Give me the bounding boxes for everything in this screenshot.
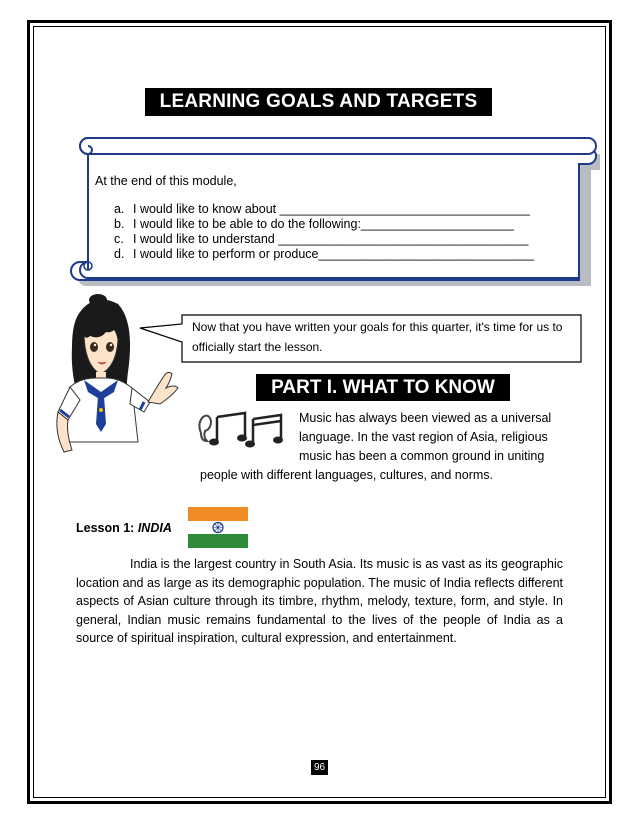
goal-item <box>114 202 565 217</box>
goals-list <box>95 202 565 262</box>
goal-text: I would like to be able to do the following:______________________ <box>133 217 514 231</box>
page-number: 96 <box>311 760 328 775</box>
goal-text: I would like to understand ____________________________________ <box>133 232 529 246</box>
goal-letter: b. <box>114 217 125 231</box>
goal-letter: c. <box>114 232 124 246</box>
lesson-paragraph: India is the largest country in South Asia. Its music is as vast as its geographic location and as large as its demographic population. The music of India reflects different aspects of Asian culture through its timbre, rhythm, melody, texture, form, and style. In general, Indian music remains fundamental to the lives of the people of India as a source of spiritual inspiration, cultural expression, and entertainment. <box>76 557 563 645</box>
goals-intro: At the end of this module, <box>95 174 237 188</box>
goal-text: I would like to perform or produce_______________________________ <box>133 247 535 261</box>
goal-item <box>114 217 565 232</box>
speech-bubble-text: Now that you have written your goals for this quarter, it's time for us to officially start the lesson. <box>192 320 563 354</box>
lesson-prefix: Lesson 1: <box>76 521 138 535</box>
music-paragraph-top: Music has always been viewed as a universal language. In the vast region of Asia, religious music has been a common ground in uniting <box>299 411 552 463</box>
lesson-country: INDIA <box>137 521 172 535</box>
goal-item <box>114 247 565 262</box>
goal-item <box>114 232 565 247</box>
part-one-title: PART I. WHAT TO KNOW <box>256 374 510 401</box>
learning-goals-title: LEARNING GOALS AND TARGETS <box>145 88 492 116</box>
goal-text: I would like to know about ____________________________________ <box>133 202 530 216</box>
goals-content <box>95 174 565 262</box>
goal-letter: d. <box>114 247 125 261</box>
india-flag <box>188 507 248 548</box>
music-notes-icon <box>195 407 290 449</box>
music-paragraph-bottom: people with different languages, cultures, and norms. <box>200 468 494 482</box>
lesson-label <box>76 521 172 535</box>
goal-letter: a. <box>114 202 125 216</box>
